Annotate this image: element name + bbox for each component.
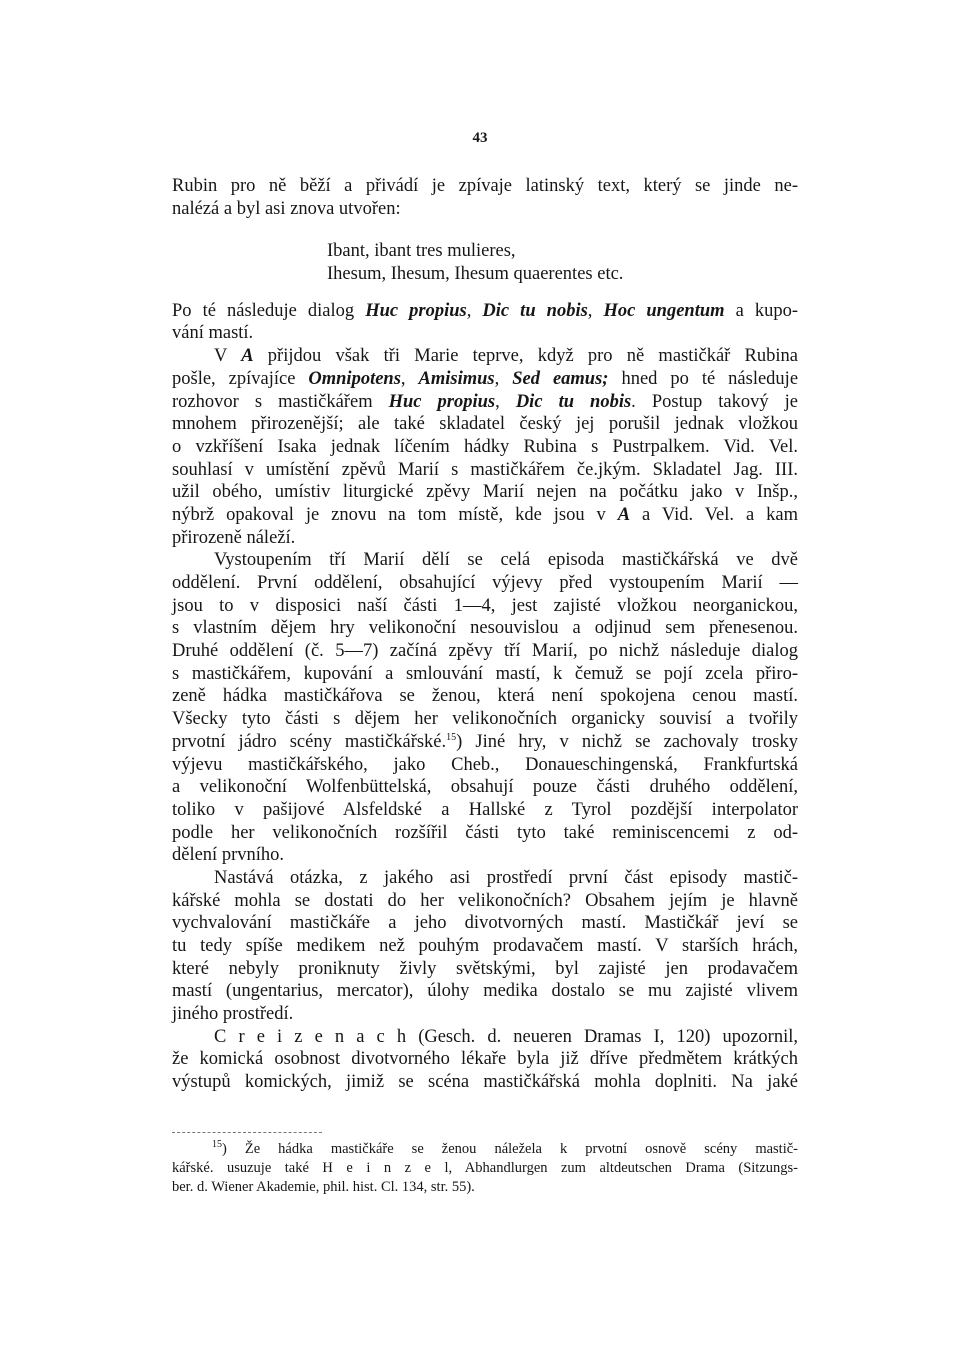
text-run: prvotní jádro scény mastičkářské.	[172, 731, 447, 752]
text-line: jsou to v disposici naší části 1—4, jest zajisté vložkou neorganickou,	[172, 595, 798, 616]
text-line: podle her velikonočních rozšířil části tyto také reminiscencemi z od-	[172, 822, 798, 843]
text-line	[172, 731, 798, 754]
text-line: přirozeně náleží.	[172, 527, 296, 548]
body-text	[172, 175, 798, 1094]
text-line	[172, 300, 798, 323]
text-run: hned po té následuje	[608, 368, 799, 389]
footnote-line: ber. d. Wiener Akademie, phil. hist. Cl. 134, str. 55).	[172, 1179, 475, 1195]
text-run: pošle, zpívajíce	[172, 368, 309, 389]
text-line: s mastičkářem, kupování a smlouvání mastí, k čemuž se pojí zcela přiro-	[172, 663, 798, 684]
text-run: ) Jiné hry, v nichž se zachovaly trosky	[456, 731, 798, 752]
text-line	[172, 504, 798, 527]
text-run: . Postup takový je	[631, 391, 798, 412]
text-run: ,	[400, 368, 419, 389]
text-run: rozhovor s mastičkářem	[172, 391, 389, 412]
footnote	[172, 1140, 798, 1197]
text-line	[172, 345, 798, 368]
text-line: tu tedy spíše medikem než pouhým prodavačem mastí. V starších hrách,	[172, 936, 798, 956]
text-line: které nebyly proniknuty živly světskými, byl zajisté jen prodavačem	[172, 958, 798, 979]
text-line: Druhé oddělení (č. 5—7) začíná zpěvy tří Marií, po nichž následuje dialog	[172, 641, 798, 662]
manuscript-siglum: A	[241, 346, 254, 367]
text-line: nalézá a byl asi znova utvořen:	[172, 198, 401, 219]
text-line: souhlasí v umístění zpěvů Marií s mastičkářem če.jkým. Skladatel Jag. III.	[172, 459, 798, 480]
text-line: výstupů komických, jimiž se scéna mastičkářská mohla doplniti. Na jaké	[172, 1072, 798, 1093]
text-line: že komická osobnost divotvorného lékaře byla již dříve předmětem krátkých	[172, 1049, 798, 1070]
text-line: oddělení. První oddělení, obsahující výjevy před vystoupením Marií —	[172, 573, 798, 593]
page-number: 43	[472, 130, 488, 146]
text-line: jiného prostředí.	[172, 1004, 294, 1025]
latin-title: Omnipotens	[308, 368, 401, 389]
latin-title: Huc propius	[388, 391, 496, 412]
text-line: a velikonoční Wolfenbüttelská, obsahují pouze části druhého oddělení,	[172, 777, 798, 798]
text-run: ,	[494, 368, 513, 389]
text-line: Nastává otázka, z jakého asi prostředí první část episody mastič-	[214, 867, 798, 888]
text-line: vání mastí.	[172, 323, 254, 344]
text-line: dělení prvního.	[172, 845, 285, 866]
text-line	[172, 368, 798, 391]
text-line: toliko v pašijové Alsfeldské a Hallské z Tyrol pozdější interpolator	[172, 799, 798, 820]
verse-line: Ibant, ibant tres mulieres,	[327, 241, 516, 262]
text-line: o vzkříšení Isaka jednak líčením hádky Rubina s Pustrpalkem. Vid. Vel.	[172, 436, 798, 457]
text-run: přijdou však tři Marie teprve, když pro ně mastičkář Rubina	[253, 346, 799, 367]
text-line: výjevu mastičkářského, jako Cheb., Donaueschingenská, Frankfurtská	[172, 754, 798, 775]
latin-title: Amisimus	[418, 368, 495, 389]
footnote-reference: 15	[446, 731, 457, 743]
text-run: a kupo-	[724, 300, 799, 321]
text-line: kářské mohla se dostati do her velikonočních? Obsahem jejím je hlavně	[172, 890, 798, 911]
text-line: Rubin pro ně běží a přivádí je zpívaje latinský text, který se jinde ne-	[172, 176, 798, 196]
text-run: Po té následuje dialog	[172, 300, 366, 321]
text-line: Vystoupením tří Marií dělí se celá episoda mastičkářská ve dvě	[214, 550, 798, 571]
text-line	[172, 391, 798, 414]
text-run: V	[214, 346, 242, 367]
text-line: užil obého, umístiv liturgické zpěvy Marií nejen na počátku jako v Inšp.,	[172, 482, 798, 503]
text-run: ,	[466, 300, 483, 321]
text-line: zeně hádka mastičkářova se ženou, která není spokojena cenou mastí.	[172, 686, 798, 707]
text-run: a Vid. Vel. a kam	[630, 504, 798, 525]
text-line: vychvalování mastičkáře a jeho divotvorných mastí. Mastičkář jeví se	[172, 913, 798, 934]
latin-title: Sed eamus;	[512, 368, 609, 389]
latin-title: Dic tu nobis	[482, 300, 588, 321]
text-line: s vlastním dějem hry velikonoční nesouvislou a odjinud sem přenesenou.	[172, 618, 798, 639]
latin-title: Dic tu nobis	[515, 391, 632, 412]
text-line: Všecky tyto části s dějem her velikonočních organicky souvisí a tvořily	[172, 709, 798, 730]
footnote-number: 15	[212, 1139, 222, 1151]
latin-title: Huc propius	[365, 300, 467, 321]
text-line: mnohem přirozenější; ale také skladatel český jej porušil jednak vložkou	[172, 414, 798, 435]
footnote-line: kářské. usuzuje také H e i n z e l, Abhandlurgen zum altdeutschen Drama (Sitzungs-	[172, 1160, 798, 1176]
text-line: mastí (ungentarius, mercator), úlohy medika dostalo se mu zajisté vlivem	[172, 981, 798, 1002]
verse-line: Ihesum, Ihesum, Ihesum quaerentes etc.	[327, 264, 624, 285]
footnote-separator	[172, 1132, 322, 1133]
manuscript-siglum: A	[617, 504, 631, 525]
text-run: ) Že hádka mastičkáře se ženou náležela k prvotní osnově scény mastič-	[222, 1141, 798, 1157]
text-run: ,	[587, 300, 604, 321]
text-run: ,	[495, 391, 516, 412]
text-run: nýbrž opakoval je znovu na tom místě, kde jsou v	[172, 504, 618, 525]
text-line: C r e i z e n a c h (Gesch. d. neueren Dramas I, 120) upozornil,	[214, 1026, 798, 1047]
footnote-line	[172, 1140, 798, 1159]
latin-title: Hoc ungentum	[603, 300, 725, 321]
